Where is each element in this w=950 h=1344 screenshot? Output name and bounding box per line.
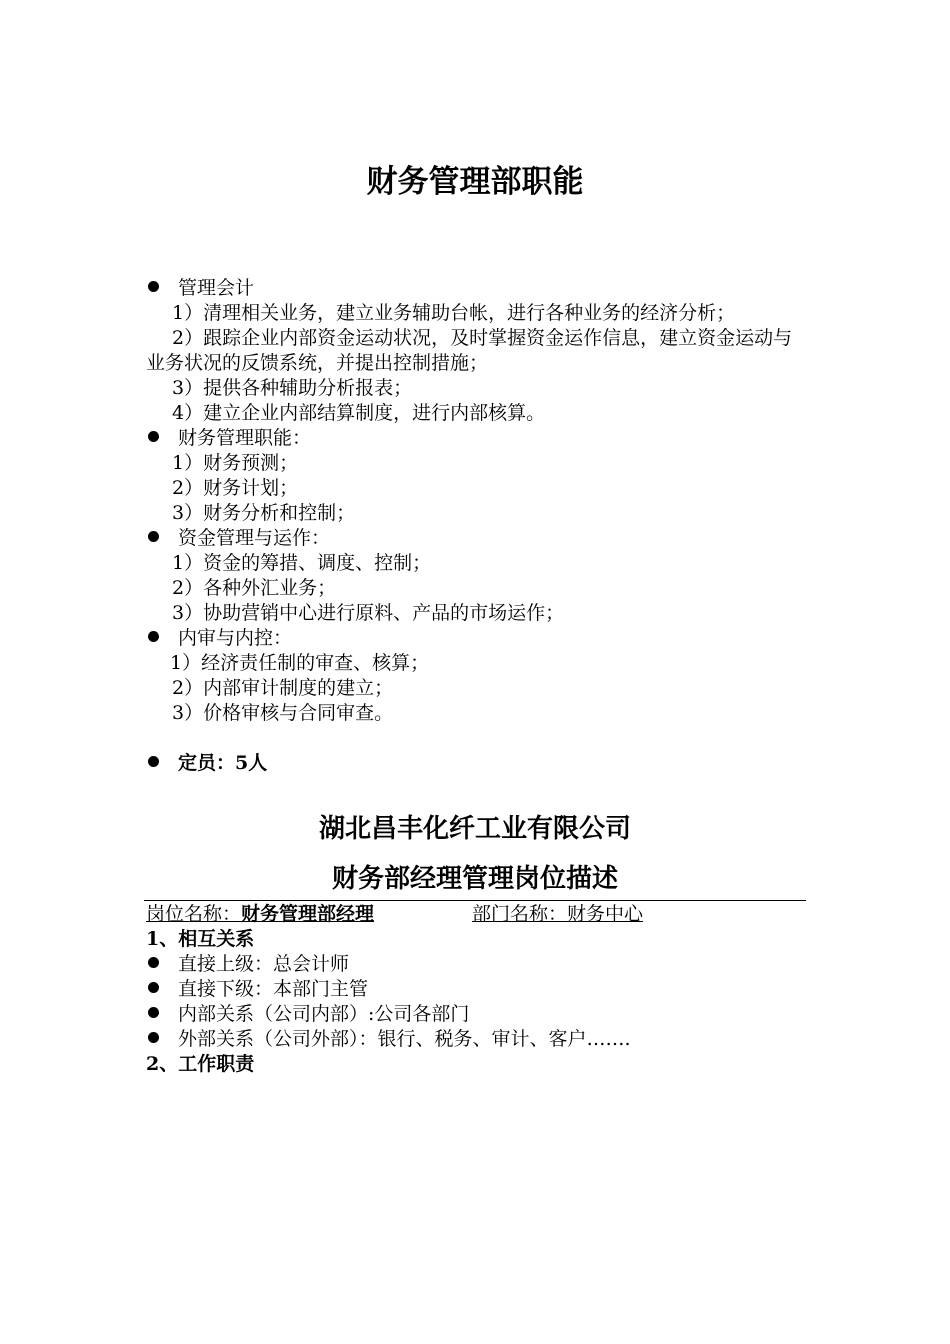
list-item: 3）协助营销中心进行原料、产品的市场运作； [172, 602, 565, 624]
list-item: 2）内部审计制度的建立； [172, 677, 394, 699]
relations-heading: 1、相互关系 [146, 928, 255, 950]
dept-value: 财务中心 [567, 903, 644, 925]
list-item: 2）财务计划； [172, 477, 299, 499]
list-item: 3）价格审核与合同审查。 [172, 702, 394, 724]
post-description [146, 902, 806, 1077]
list-item: 3）财务分析和控制； [172, 502, 356, 524]
bullet-icon [146, 426, 178, 451]
list-item: 3）提供各种辅助分析报表； [172, 377, 413, 399]
bullet-icon [146, 276, 178, 301]
divider [144, 900, 806, 901]
list-item: 2）跟踪企业内部资金运动状况，及时掌握资金运作信息，建立资金运动与业务状况的反馈系统，并提出控制措施； [146, 327, 793, 374]
relation-item: 直接下级：本部门主管 [146, 977, 806, 1002]
list-item: 1）经济责任制的审查、核算； [170, 652, 430, 674]
dept-label: 部门名称： [472, 903, 568, 925]
position-label: 岗位名称： [146, 903, 242, 925]
bullet-icon [146, 1002, 178, 1027]
duties-heading: 2、工作职责 [146, 1053, 255, 1075]
company-name: 湖北昌丰化纤工业有限公司 [318, 814, 631, 844]
page-title: 财务管理部职能 [366, 164, 584, 200]
bullet-icon [146, 526, 178, 551]
position-value: 财务管理部经理 [241, 903, 375, 925]
list-item: 4）建立企业内部结算制度，进行内部核算。 [172, 402, 546, 424]
bullet-icon [146, 751, 178, 776]
list-item: 1）财务预测； [172, 452, 299, 474]
list-item: 1）清理相关业务，建立业务辅助台帐，进行各种业务的经济分析； [172, 302, 736, 324]
section-heading: 管理会计 [146, 276, 806, 301]
bullet-icon [146, 1027, 178, 1052]
bullet-icon [146, 626, 178, 651]
functions-list [146, 276, 806, 776]
position-row [146, 902, 806, 927]
bullet-icon [146, 977, 178, 1002]
relation-item: 内部关系（公司内部）:公司各部门 [146, 1002, 806, 1027]
list-item: 2）各种外汇业务； [172, 577, 337, 599]
relation-item: 外部关系（公司外部）：银行、税务、审计、客户……. [146, 1027, 806, 1052]
relation-item: 直接上级：总会计师 [146, 952, 806, 977]
section-heading: 财务管理职能： [146, 426, 806, 451]
section-heading: 内审与内控： [146, 626, 806, 651]
post-title: 财务部经理管理岗位描述 [331, 864, 618, 894]
bullet-icon [146, 952, 178, 977]
section-heading: 资金管理与运作： [146, 526, 806, 551]
staffing-line: 定员：5人 [146, 751, 806, 776]
list-item: 1）资金的筹措、调度、控制； [172, 552, 432, 574]
